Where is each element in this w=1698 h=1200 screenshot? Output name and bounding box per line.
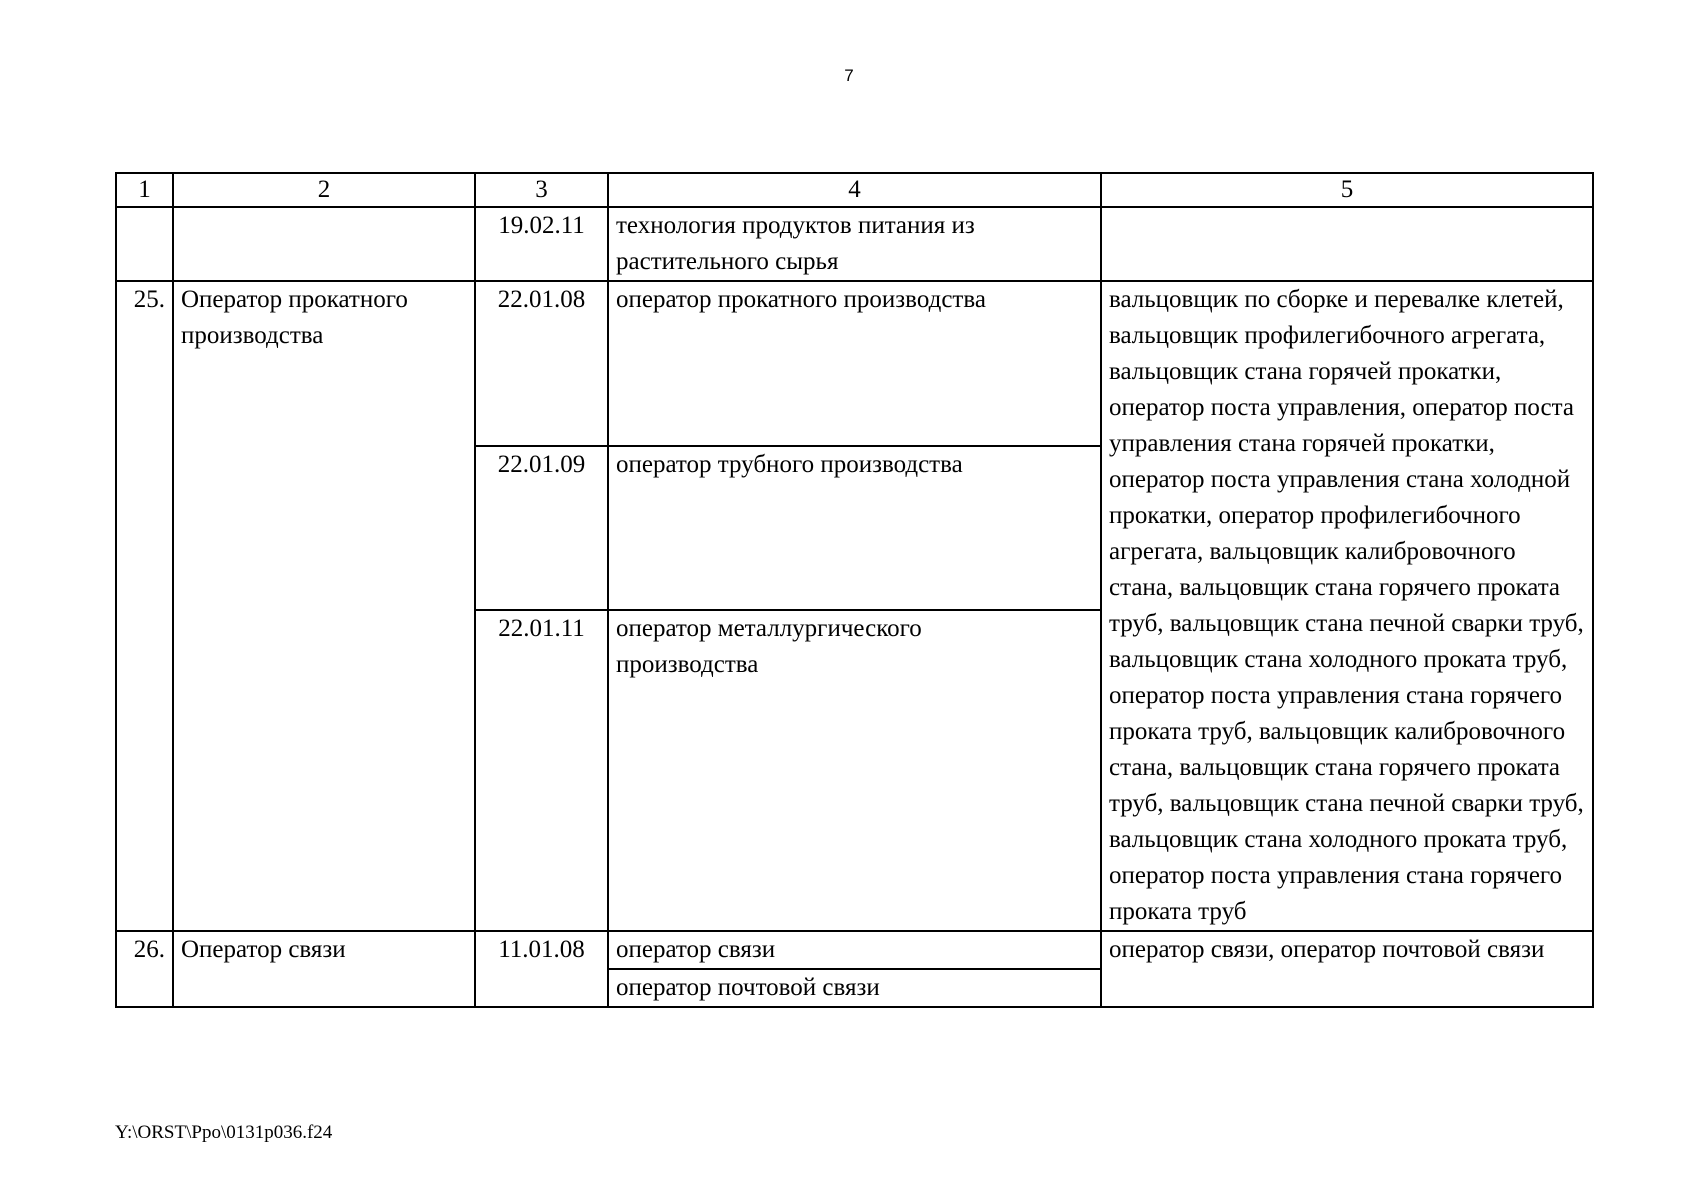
- column-header: 5: [1101, 173, 1593, 207]
- specialty-code: 22.01.08: [475, 281, 608, 446]
- specialty-code: 19.02.11: [475, 207, 608, 281]
- related-professions: оператор связи, оператор почтовой связи: [1101, 931, 1593, 1007]
- profession-name: Оператор связи: [173, 931, 475, 1007]
- table-row: [116, 281, 1593, 446]
- specialty-code: 11.01.08: [475, 931, 608, 1007]
- specialty-code: 22.01.11: [475, 610, 608, 931]
- specialty-name: оператор почтовой связи: [608, 969, 1101, 1007]
- page-number: 7: [844, 66, 854, 85]
- specialty-name: оператор связи: [608, 931, 1101, 969]
- row-number: 26.: [116, 931, 173, 1007]
- table-row: [116, 931, 1593, 969]
- column-header: 2: [173, 173, 475, 207]
- specialty-name: оператор трубного производства: [608, 446, 1101, 611]
- column-header: 3: [475, 173, 608, 207]
- specialty-name: [608, 610, 1101, 931]
- specialty-code: 22.01.09: [475, 446, 608, 611]
- column-header: 1: [116, 173, 173, 207]
- specialty-name-text: оператор металлургического производства: [616, 615, 922, 679]
- column-header: 4: [608, 173, 1101, 207]
- profession-name: [173, 207, 475, 281]
- specialty-name: [608, 207, 1101, 281]
- row-number: [116, 207, 173, 281]
- specialty-name: оператор прокатного производства: [608, 281, 1101, 446]
- specialty-name-text: технология продуктов питания из растительного сырья: [616, 212, 975, 275]
- profession-name: Оператор прокатного производства: [173, 281, 475, 931]
- table-row: [116, 207, 1593, 281]
- footer-file-path: Y:\ORST\Ppo\0131p036.f24: [115, 1122, 333, 1143]
- related-professions: [1101, 207, 1593, 281]
- classification-table: [115, 172, 1594, 1008]
- row-number: 25.: [116, 281, 173, 931]
- table-header-row: [116, 173, 1593, 207]
- related-professions: вальцовщик по сборке и перевалке клетей, вальцовщик профилегибочного агрегата, вальцовщик стана горячей прокатки, оператор поста управления, оператор поста управления стана горячей прокатки, оператор поста управления стана холодной прокатки, оператор профилегибочного агрегата, вальцовщик калибровочного стана, вальцовщик стана горячего проката труб, вальцовщик стана печной сварки труб, вальцовщик стана холодного проката труб, оператор поста управления стана горячего проката труб, вальцовщик калибровочного стана, вальцовщик стана горячего проката труб, вальцовщик стана печной сварки труб, вальцовщик стана холодного проката труб, оператор поста управления стана горячего проката труб: [1101, 281, 1593, 931]
